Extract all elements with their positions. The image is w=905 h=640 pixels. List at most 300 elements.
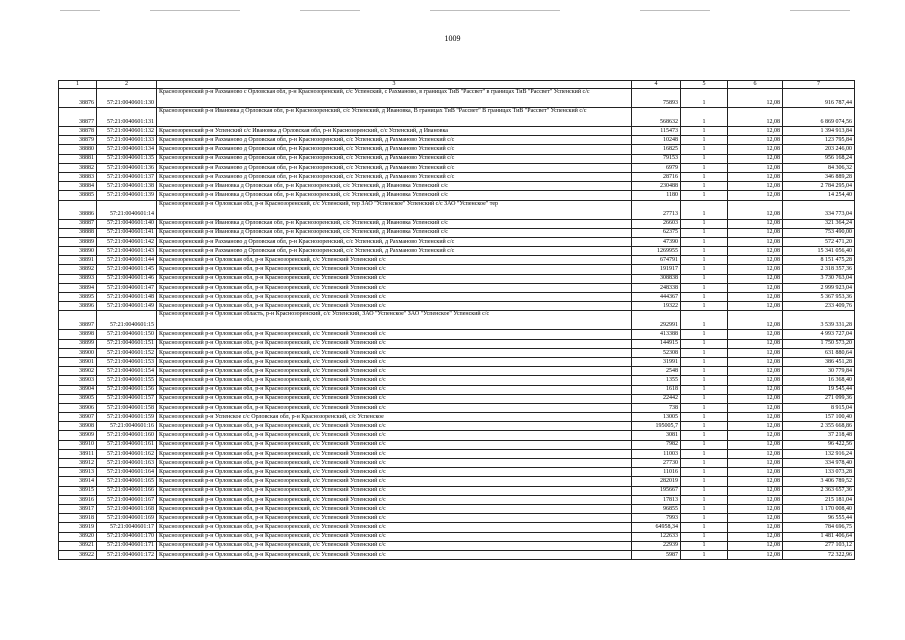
row-number-cell: 38881 — [59, 154, 97, 163]
row-number-cell: 38916 — [59, 495, 97, 504]
table-row — [59, 136, 855, 145]
header-cell: 5 — [681, 81, 728, 89]
address-cell: Краснозоренский р-н Орловская обл, р-н Краснозоренский, с/с Успенский Успенский с/с — [157, 376, 632, 385]
cadastral-number-cell: 57:21:0040601:130 — [97, 89, 157, 108]
share-cell: 1 — [681, 219, 728, 228]
table-row — [59, 541, 855, 550]
share-cell: 1 — [681, 495, 728, 504]
share-cell: 1 — [681, 191, 728, 200]
scan-artifact — [790, 10, 850, 11]
cadastral-number-cell: 57:21:0040601:142 — [97, 237, 157, 246]
scan-artifact — [60, 10, 100, 11]
share-cell: 1 — [681, 523, 728, 532]
rate-cell: 12,08 — [728, 283, 783, 292]
row-number-cell: 38878 — [59, 127, 97, 136]
share-cell: 1 — [681, 449, 728, 458]
cadastral-number-cell: 57:21:0040601:150 — [97, 330, 157, 339]
address-cell: Краснозоренский р-н Орловская обл, р-н Краснозоренский, с/с Успенский Успенский с/с — [157, 477, 632, 486]
cadastral-number-cell: 57:21:0040601:170 — [97, 532, 157, 541]
area-cell: 7982 — [632, 440, 681, 449]
cadastral-value-cell: 37 218,48 — [783, 431, 855, 440]
address-cell: Краснозоренский р-н Орловская обл, р-н Краснозоренский, с/с Успенский Успенский с/с — [157, 422, 632, 431]
share-cell: 1 — [681, 348, 728, 357]
rate-cell: 12,08 — [728, 256, 783, 265]
rate-cell: 12,08 — [728, 136, 783, 145]
rate-cell: 12,08 — [728, 191, 783, 200]
cadastral-number-cell: 57:21:0040601:147 — [97, 283, 157, 292]
rate-cell: 12,08 — [728, 486, 783, 495]
row-number-cell: 38911 — [59, 449, 97, 458]
cadastral-value-cell: 84 306,32 — [783, 163, 855, 172]
area-cell: 3081 — [632, 431, 681, 440]
table-row — [59, 431, 855, 440]
address-cell: Краснозоренский р-н Рахманово д Орловская обл, р-н Краснозоренский, с/с Успенский, д Рахманово Успенский с/с — [157, 136, 632, 145]
rate-cell: 12,08 — [728, 154, 783, 163]
table-row — [59, 422, 855, 431]
share-cell: 1 — [681, 532, 728, 541]
address-cell: Краснозоренский р-н Орловская обл, р-н Краснозоренский, с/с Успенский Успенский с/с — [157, 541, 632, 550]
address-cell: Краснозоренский р-н Орловская обл, р-н Краснозоренский, с/с Успенский Успенский с/с — [157, 468, 632, 477]
land-registry-table — [58, 80, 855, 560]
share-cell: 1 — [681, 376, 728, 385]
share-cell: 1 — [681, 200, 728, 219]
rate-cell: 12,08 — [728, 274, 783, 283]
address-cell: Краснозоренский р-н Орловская обл, р-н Краснозоренский, с/с Успенский Успенский с/с — [157, 293, 632, 302]
cadastral-value-cell: 271 099,36 — [783, 394, 855, 403]
header-cell: 7 — [783, 81, 855, 89]
share-cell: 1 — [681, 541, 728, 550]
rate-cell: 12,08 — [728, 440, 783, 449]
address-cell: Краснозоренский р-н Орловская область, р-н Краснозоренский, с/с Успенский, ЗАО "Успенское" ЗАО "Успенское" Успенский с/с — [157, 311, 632, 330]
cadastral-value-cell: 14 254,40 — [783, 191, 855, 200]
table-row — [59, 495, 855, 504]
area-cell: 2548 — [632, 367, 681, 376]
table-row — [59, 385, 855, 394]
cadastral-value-cell: 2 318 357,36 — [783, 265, 855, 274]
address-cell: Краснозоренский р-н Рахманово д Орловская обл, р-н Краснозоренский, с/с Успенский, д Рахманово Успенский с/с — [157, 172, 632, 181]
rate-cell: 12,08 — [728, 237, 783, 246]
area-cell: 79153 — [632, 154, 681, 163]
table-row — [59, 108, 855, 127]
page-number: 1009 — [444, 34, 461, 43]
rate-cell: 12,08 — [728, 385, 783, 394]
cadastral-number-cell: 57:21:0040601:14 — [97, 200, 157, 219]
rate-cell: 12,08 — [728, 357, 783, 366]
row-number-cell: 38906 — [59, 403, 97, 412]
cadastral-value-cell: 72 322,96 — [783, 550, 855, 559]
share-cell: 1 — [681, 367, 728, 376]
rate-cell: 12,08 — [728, 541, 783, 550]
row-number-cell: 38917 — [59, 504, 97, 513]
share-cell: 1 — [681, 256, 728, 265]
rate-cell: 12,08 — [728, 514, 783, 523]
row-number-cell: 38893 — [59, 274, 97, 283]
header-cell: 4 — [632, 81, 681, 89]
row-number-cell: 38894 — [59, 283, 97, 292]
area-cell: 191917 — [632, 265, 681, 274]
share-cell: 1 — [681, 265, 728, 274]
address-cell: Краснозоренский р-н Орловская обл, р-н Краснозоренский, с/с Успенский Успенский с/с — [157, 394, 632, 403]
share-cell: 1 — [681, 486, 728, 495]
rate-cell: 12,08 — [728, 413, 783, 422]
cadastral-value-cell: 753 490,00 — [783, 228, 855, 237]
cadastral-number-cell: 57:21:0040601:151 — [97, 339, 157, 348]
scan-artifact — [640, 10, 710, 11]
share-cell: 1 — [681, 394, 728, 403]
scan-artifact — [150, 10, 240, 11]
cadastral-value-cell: 956 168,24 — [783, 154, 855, 163]
table-row — [59, 449, 855, 458]
cadastral-value-cell: 16 368,40 — [783, 376, 855, 385]
cadastral-value-cell: 277 103,12 — [783, 541, 855, 550]
share-cell: 1 — [681, 468, 728, 477]
share-cell: 1 — [681, 145, 728, 154]
row-number-cell: 38919 — [59, 523, 97, 532]
table-row — [59, 357, 855, 366]
share-cell: 1 — [681, 504, 728, 513]
address-cell: Краснозоренский р-н Рахманово д Орловская обл, р-н Краснозоренский, с/с Успенский, д Рахманово Успенский с/с — [157, 163, 632, 172]
cadastral-number-cell: 57:21:0040601:15 — [97, 311, 157, 330]
cadastral-value-cell: 30 779,84 — [783, 367, 855, 376]
header-cell: 1 — [59, 81, 97, 89]
area-cell: 27713 — [632, 200, 681, 219]
table-row — [59, 376, 855, 385]
row-number-cell: 38888 — [59, 228, 97, 237]
rate-cell: 12,08 — [728, 394, 783, 403]
cadastral-number-cell: 57:21:0040601:171 — [97, 541, 157, 550]
row-number-cell: 38896 — [59, 302, 97, 311]
cadastral-value-cell: 784 696,75 — [783, 523, 855, 532]
cadastral-number-cell: 57:21:0040601:135 — [97, 154, 157, 163]
cadastral-number-cell: 57:21:0040601:167 — [97, 495, 157, 504]
cadastral-value-cell: 8 915,04 — [783, 403, 855, 412]
share-cell: 1 — [681, 413, 728, 422]
cadastral-value-cell: 346 889,28 — [783, 172, 855, 181]
area-cell: 1269955 — [632, 247, 681, 256]
table-row — [59, 219, 855, 228]
cadastral-value-cell: 2 999 923,04 — [783, 283, 855, 292]
table-row — [59, 228, 855, 237]
row-number-cell: 38882 — [59, 163, 97, 172]
row-number-cell: 38897 — [59, 311, 97, 330]
address-cell: Краснозоренский р-н Орловская обл, р-н Краснозоренский, с/с Успенский Успенский с/с — [157, 330, 632, 339]
area-cell: 282019 — [632, 477, 681, 486]
cadastral-value-cell: 96 422,56 — [783, 440, 855, 449]
address-cell: Краснозоренский р-н Рахманово с Орловская обл, р-н Краснозоренский, с/с Успенский, с Рахманово, в границах ТиВ "Рассвет" в границах ТиВ "Рассвет" Успенский с/с — [157, 89, 632, 108]
rate-cell: 12,08 — [728, 550, 783, 559]
address-cell: Краснозоренский р-н Ивановка д Орловская обл, р-н Краснозоренский, с/с Успенский, д Ивановка Успенский с/с — [157, 228, 632, 237]
table-row — [59, 348, 855, 357]
share-cell: 1 — [681, 385, 728, 394]
rate-cell: 12,08 — [728, 459, 783, 468]
area-cell: 444367 — [632, 293, 681, 302]
rate-cell: 12,08 — [728, 200, 783, 219]
area-cell: 28716 — [632, 172, 681, 181]
share-cell: 1 — [681, 163, 728, 172]
share-cell: 1 — [681, 127, 728, 136]
row-number-cell: 38910 — [59, 440, 97, 449]
cadastral-number-cell: 57:21:0040601:131 — [97, 108, 157, 127]
area-cell: 122633 — [632, 532, 681, 541]
area-cell: 52308 — [632, 348, 681, 357]
table-row — [59, 394, 855, 403]
cadastral-number-cell: 57:21:0040601:138 — [97, 182, 157, 191]
area-cell: 195667 — [632, 486, 681, 495]
table-row — [59, 163, 855, 172]
share-cell: 1 — [681, 154, 728, 163]
cadastral-value-cell: 233 409,76 — [783, 302, 855, 311]
cadastral-value-cell: 203 246,00 — [783, 145, 855, 154]
cadastral-value-cell: 6 869 074,56 — [783, 108, 855, 127]
rate-cell: 12,08 — [728, 422, 783, 431]
row-number-cell: 38900 — [59, 348, 97, 357]
rate-cell: 12,08 — [728, 532, 783, 541]
address-cell: Краснозоренский р-н Ивановка д Орловская обл, р-н Краснозоренский, с/с Успенский, д Ивановка, В границах ТиВ "Рассвет" В границах ТиВ "Рассвет" Успенский с/с — [157, 108, 632, 127]
row-number-cell: 38920 — [59, 532, 97, 541]
cadastral-value-cell: 157 100,40 — [783, 413, 855, 422]
row-number-cell: 38880 — [59, 145, 97, 154]
share-cell: 1 — [681, 403, 728, 412]
rate-cell: 12,08 — [728, 477, 783, 486]
area-cell: 1355 — [632, 376, 681, 385]
row-number-cell: 38921 — [59, 541, 97, 550]
area-cell: 62375 — [632, 228, 681, 237]
table-row — [59, 154, 855, 163]
table-row — [59, 403, 855, 412]
area-cell: 27730 — [632, 459, 681, 468]
cadastral-value-cell: 3 539 331,28 — [783, 311, 855, 330]
row-number-cell: 38915 — [59, 486, 97, 495]
cadastral-value-cell: 1 750 573,20 — [783, 339, 855, 348]
table-row — [59, 367, 855, 376]
area-cell: 26603 — [632, 219, 681, 228]
rate-cell: 12,08 — [728, 228, 783, 237]
cadastral-number-cell: 57:21:0040601:16 — [97, 422, 157, 431]
cadastral-value-cell: 15 341 056,40 — [783, 247, 855, 256]
cadastral-value-cell: 2 363 657,36 — [783, 486, 855, 495]
address-cell: Краснозоренский р-н Орловская обл, р-н Краснозоренский, с/с Успенский Успенский с/с — [157, 357, 632, 366]
address-cell: Краснозоренский р-н Орловская обл, р-н Краснозоренский, с/с Успенский Успенский с/с — [157, 274, 632, 283]
row-number-cell: 38901 — [59, 357, 97, 366]
rate-cell: 12,08 — [728, 339, 783, 348]
table-row — [59, 265, 855, 274]
table-row — [59, 339, 855, 348]
share-cell: 1 — [681, 440, 728, 449]
cadastral-value-cell: 4 993 727,04 — [783, 330, 855, 339]
share-cell: 1 — [681, 274, 728, 283]
table-row — [59, 311, 855, 330]
share-cell: 1 — [681, 293, 728, 302]
rate-cell: 12,08 — [728, 403, 783, 412]
address-cell: Краснозоренский р-н Орловская обл, р-н Краснозоренский, с/с Успенский Успенский с/с — [157, 339, 632, 348]
cadastral-value-cell: 123 795,84 — [783, 136, 855, 145]
row-number-cell: 38889 — [59, 237, 97, 246]
table-row — [59, 477, 855, 486]
address-cell: Краснозоренский р-н Орловская обл, р-н Краснозоренский, с/с Успенский Успенский с/с — [157, 440, 632, 449]
address-cell: Краснозоренский р-н Орловская обл, р-н Краснозоренский, с/с Успенский Успенский с/с — [157, 403, 632, 412]
address-cell: Краснозоренский р-н Орловская обл, р-н Краснозоренский, с/с Успенский Успенский с/с — [157, 486, 632, 495]
area-cell: 64958,34 — [632, 523, 681, 532]
rate-cell: 12,08 — [728, 265, 783, 274]
address-cell: Краснозоренский р-н Орловская обл, р-н Краснозоренский, с/с Успенский Успенский с/с — [157, 495, 632, 504]
area-cell: 1618 — [632, 385, 681, 394]
cadastral-value-cell: 8 151 475,28 — [783, 256, 855, 265]
share-cell: 1 — [681, 514, 728, 523]
cadastral-number-cell: 57:21:0040601:169 — [97, 514, 157, 523]
address-cell: Краснозоренский р-н Орловская обл, р-н Краснозоренский, с/с Успенский Успенский с/с — [157, 385, 632, 394]
cadastral-value-cell: 215 181,04 — [783, 495, 855, 504]
cadastral-number-cell: 57:21:0040601:159 — [97, 413, 157, 422]
area-cell: 5987 — [632, 550, 681, 559]
cadastral-number-cell: 57:21:0040601:137 — [97, 172, 157, 181]
rate-cell: 12,08 — [728, 89, 783, 108]
address-cell: Краснозоренский р-н Орловская обл, р-н Краснозоренский, с/с Успенский Успенский с/с — [157, 256, 632, 265]
cadastral-value-cell: 334 978,40 — [783, 459, 855, 468]
cadastral-number-cell: 57:21:0040601:156 — [97, 385, 157, 394]
cadastral-number-cell: 57:21:0040601:154 — [97, 367, 157, 376]
rate-cell: 12,08 — [728, 219, 783, 228]
area-cell: 144915 — [632, 339, 681, 348]
cadastral-number-cell: 57:21:0040601:136 — [97, 163, 157, 172]
rate-cell: 12,08 — [728, 376, 783, 385]
row-number-cell: 38879 — [59, 136, 97, 145]
header-cell: 3 — [157, 81, 632, 89]
cadastral-number-cell: 57:21:0040601:149 — [97, 302, 157, 311]
row-number-cell: 38877 — [59, 108, 97, 127]
row-number-cell: 38876 — [59, 89, 97, 108]
cadastral-number-cell: 57:21:0040601:152 — [97, 348, 157, 357]
area-cell: 11016 — [632, 468, 681, 477]
share-cell: 1 — [681, 172, 728, 181]
address-cell: Краснозоренский р-н Орловская обл, р-н Краснозоренский, с/с Успенский Успенский с/с — [157, 459, 632, 468]
cadastral-number-cell: 57:21:0040601:165 — [97, 477, 157, 486]
address-cell: Краснозоренский р-н Орловская обл, р-н Краснозоренский, с/с Успенский Успенский с/с — [157, 514, 632, 523]
cadastral-value-cell: 916 787,44 — [783, 89, 855, 108]
header-cell: 6 — [728, 81, 783, 89]
row-number-cell: 38904 — [59, 385, 97, 394]
row-number-cell: 38890 — [59, 247, 97, 256]
address-cell: Краснозоренский р-н Орловская обл, р-н Краснозоренский, с/с Успенский Успенский с/с — [157, 367, 632, 376]
area-cell: 11003 — [632, 449, 681, 458]
row-number-cell: 38907 — [59, 413, 97, 422]
row-number-cell: 38892 — [59, 265, 97, 274]
cadastral-number-cell: 57:21:0040601:163 — [97, 459, 157, 468]
rate-cell: 12,08 — [728, 468, 783, 477]
cadastral-number-cell: 57:21:0040601:132 — [97, 127, 157, 136]
header-cell: 2 — [97, 81, 157, 89]
rate-cell: 12,08 — [728, 247, 783, 256]
area-cell: 674791 — [632, 256, 681, 265]
share-cell: 1 — [681, 550, 728, 559]
table-header-row — [59, 81, 855, 89]
table-row — [59, 514, 855, 523]
cadastral-value-cell: 2 355 668,86 — [783, 422, 855, 431]
row-number-cell: 38886 — [59, 200, 97, 219]
row-number-cell: 38883 — [59, 172, 97, 181]
rate-cell: 12,08 — [728, 495, 783, 504]
address-cell: Краснозоренский р-н Орловская обл, р-н Краснозоренский, с/с Успенский Успенский с/с — [157, 265, 632, 274]
address-cell: Краснозоренский р-н Орловская обл, р-н Краснозоренский, с/с Успенский Успенский с/с — [157, 523, 632, 532]
row-number-cell: 38885 — [59, 191, 97, 200]
area-cell: 6979 — [632, 163, 681, 172]
address-cell: Краснозоренский р-н Орловская обл, р-н Краснозоренский, с/с Успенский Успенский с/с — [157, 283, 632, 292]
row-number-cell: 38908 — [59, 422, 97, 431]
cadastral-number-cell: 57:21:0040601:145 — [97, 265, 157, 274]
share-cell: 1 — [681, 302, 728, 311]
rate-cell: 12,08 — [728, 431, 783, 440]
cadastral-value-cell: 3 406 789,52 — [783, 477, 855, 486]
share-cell: 1 — [681, 330, 728, 339]
address-cell: Краснозоренский р-н Орловская обл, р-н Краснозоренский, с/с Успенский Успенский с/с — [157, 504, 632, 513]
cadastral-number-cell: 57:21:0040601:166 — [97, 486, 157, 495]
row-number-cell: 38914 — [59, 477, 97, 486]
share-cell: 1 — [681, 136, 728, 145]
area-cell: 31991 — [632, 357, 681, 366]
table-row — [59, 89, 855, 108]
table-row — [59, 283, 855, 292]
rate-cell: 12,08 — [728, 523, 783, 532]
area-cell: 10248 — [632, 136, 681, 145]
area-cell: 230488 — [632, 182, 681, 191]
address-cell: Краснозоренский р-н Успенский с/с Ивановка д Орловская обл, р-н Краснозоренский, с/с Успенский, д Ивановка — [157, 127, 632, 136]
cadastral-number-cell: 57:21:0040601:172 — [97, 550, 157, 559]
share-cell: 1 — [681, 311, 728, 330]
table-row — [59, 532, 855, 541]
cadastral-value-cell: 631 880,64 — [783, 348, 855, 357]
cadastral-number-cell: 57:21:0040601:133 — [97, 136, 157, 145]
rate-cell: 12,08 — [728, 182, 783, 191]
rate-cell: 12,08 — [728, 449, 783, 458]
share-cell: 1 — [681, 339, 728, 348]
table-row — [59, 293, 855, 302]
table-row — [59, 182, 855, 191]
row-number-cell: 38912 — [59, 459, 97, 468]
cadastral-value-cell: 96 555,44 — [783, 514, 855, 523]
row-number-cell: 38909 — [59, 431, 97, 440]
area-cell: 738 — [632, 403, 681, 412]
table-row — [59, 191, 855, 200]
rate-cell: 12,08 — [728, 127, 783, 136]
row-number-cell: 38891 — [59, 256, 97, 265]
area-cell: 7993 — [632, 514, 681, 523]
area-cell: 1180 — [632, 191, 681, 200]
area-cell: 413388 — [632, 330, 681, 339]
cadastral-value-cell: 5 367 953,36 — [783, 293, 855, 302]
rate-cell: 12,08 — [728, 108, 783, 127]
share-cell: 1 — [681, 431, 728, 440]
area-cell: 19322 — [632, 302, 681, 311]
cadastral-number-cell: 57:21:0040601:164 — [97, 468, 157, 477]
row-number-cell: 38899 — [59, 339, 97, 348]
row-number-cell: 38913 — [59, 468, 97, 477]
area-cell: 13005 — [632, 413, 681, 422]
share-cell: 1 — [681, 228, 728, 237]
cadastral-number-cell: 57:21:0040601:162 — [97, 449, 157, 458]
share-cell: 1 — [681, 182, 728, 191]
table-row — [59, 468, 855, 477]
row-number-cell: 38905 — [59, 394, 97, 403]
table-row — [59, 274, 855, 283]
area-cell: 22939 — [632, 541, 681, 550]
row-number-cell: 38884 — [59, 182, 97, 191]
share-cell: 1 — [681, 477, 728, 486]
cadastral-value-cell: 133 073,28 — [783, 468, 855, 477]
cadastral-number-cell: 57:21:0040601:146 — [97, 274, 157, 283]
row-number-cell: 38922 — [59, 550, 97, 559]
cadastral-value-cell: 386 451,28 — [783, 357, 855, 366]
address-cell: Краснозоренский р-н Орловская обл, р-н Краснозоренский, с/с Успенский, тер ЗАО "Успенское" Успенский с/с ЗАО "Успенское" тер — [157, 200, 632, 219]
area-cell: 195005,7 — [632, 422, 681, 431]
